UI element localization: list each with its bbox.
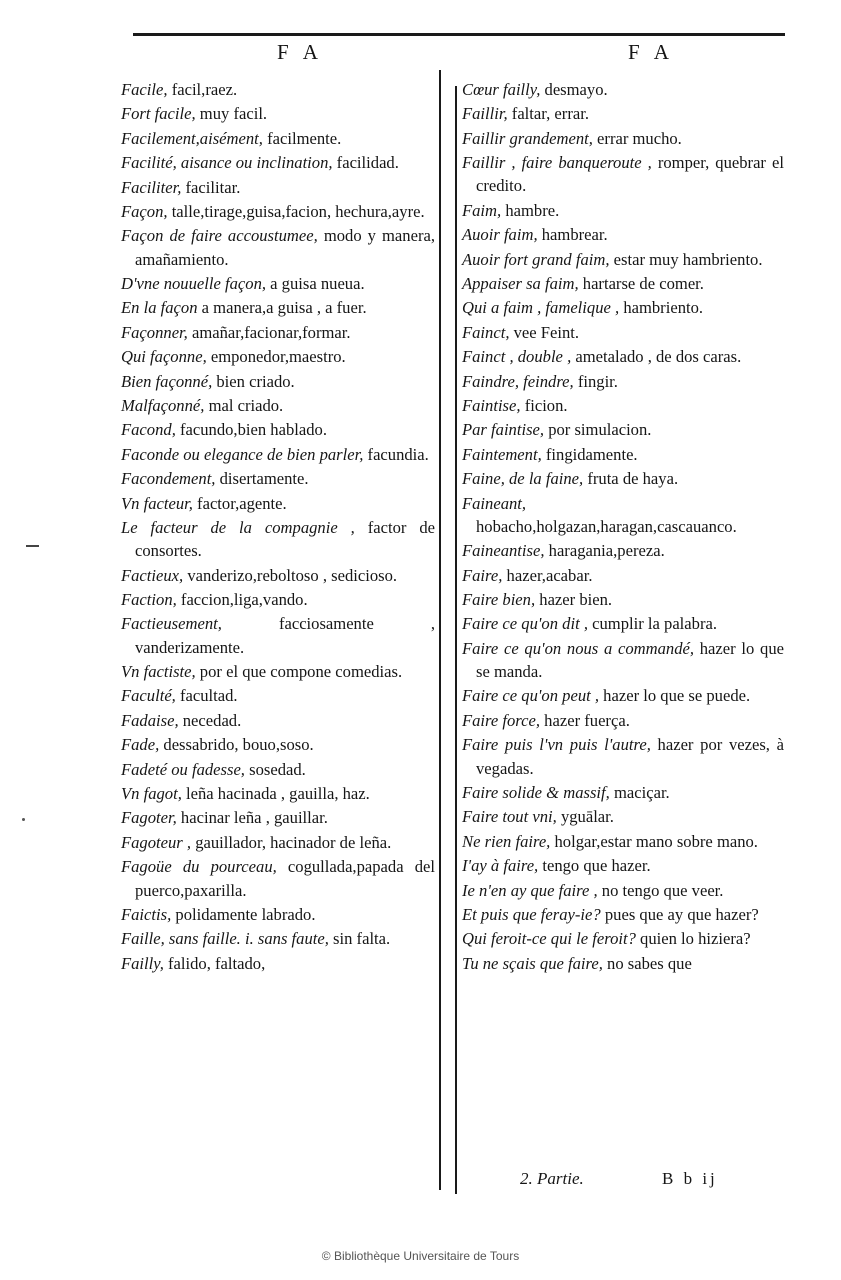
entry-headword: Faire force, xyxy=(462,710,541,730)
entry-gloss: facultad. xyxy=(175,686,238,706)
dictionary-entry xyxy=(121,588,435,611)
entry-headword: Auoir faim, xyxy=(462,225,538,245)
entry-headword: Par faintise, xyxy=(462,420,545,440)
dictionary-entry xyxy=(462,781,784,804)
dictionary-entry xyxy=(121,370,435,393)
dictionary-entry xyxy=(462,102,784,125)
dictionary-entry xyxy=(121,176,435,199)
dictionary-entry xyxy=(462,709,784,732)
entry-headword: Faire puis l'vn puis l'autre, xyxy=(462,735,651,755)
entry-headword: Qui feroit-ce qui le feroit? xyxy=(462,929,636,949)
entry-headword: Facile, xyxy=(121,80,168,99)
entry-gloss: gauillador, hacinador de leña. xyxy=(191,832,392,852)
entry-gloss: hazer lo que se puede. xyxy=(599,686,751,706)
dictionary-entry xyxy=(121,855,435,902)
entry-headword: Faindre, feindre, xyxy=(462,371,574,391)
dictionary-entry xyxy=(462,952,784,975)
entry-gloss: hacinar leña , gauillar. xyxy=(176,808,328,828)
entry-gloss: bien criado. xyxy=(212,371,295,391)
entry-headword: Faculté, xyxy=(121,686,176,706)
dictionary-entry xyxy=(121,709,435,732)
entry-gloss: vanderizo,reboltoso , sedicioso. xyxy=(183,565,398,585)
entry-gloss: haragania,pereza. xyxy=(544,541,665,561)
dictionary-entry xyxy=(121,564,435,587)
entry-gloss: hazer fuerça. xyxy=(540,710,630,730)
entry-gloss: yguālar. xyxy=(556,807,614,827)
entry-headword: Fagoteur , xyxy=(121,832,192,852)
entry-headword: Faillir, xyxy=(462,104,508,124)
entry-gloss: facilidad. xyxy=(332,153,399,173)
entry-gloss: muy facil. xyxy=(195,104,268,124)
top-rule xyxy=(133,33,785,36)
entry-headword: Factieux, xyxy=(121,565,184,585)
entry-headword: Vn facteur, xyxy=(121,493,193,513)
entry-headword: Fadaise, xyxy=(121,710,179,730)
dictionary-entry xyxy=(462,684,784,707)
entry-headword: Faire ce qu'on dit , xyxy=(462,614,588,634)
left-column xyxy=(121,78,435,976)
dictionary-entry xyxy=(462,637,784,684)
margin-dot xyxy=(22,818,25,821)
entry-gloss: por el que compone comedias. xyxy=(195,662,403,682)
entry-gloss: faltar, errar. xyxy=(507,104,589,124)
dictionary-entry xyxy=(121,516,435,563)
entry-gloss: romper, quebrar el credito. xyxy=(476,153,784,196)
entry-headword: Bien façonné, xyxy=(121,371,213,391)
entry-headword: Factieusement, xyxy=(121,614,222,634)
signature-label: 2. Partie. xyxy=(520,1169,584,1188)
entry-gloss: polidamente labrado. xyxy=(171,904,316,924)
entry-headword: Fadeté ou fadesse, xyxy=(121,759,245,779)
entry-headword: Failly, xyxy=(121,953,164,973)
entry-headword: Faire ce qu'on nous a commandé, xyxy=(462,638,695,658)
entry-gloss: ficion. xyxy=(520,395,568,415)
entry-gloss: hambrear. xyxy=(537,225,608,245)
entry-headword: Faim, xyxy=(462,200,502,220)
entry-gloss: maciçar. xyxy=(609,782,670,802)
entry-gloss: faccion,liga,vando. xyxy=(176,590,308,610)
dictionary-entry xyxy=(462,370,784,393)
entry-headword: Faineant, xyxy=(462,493,527,513)
entry-headword: Faine, de la faine, xyxy=(462,469,584,489)
entry-headword: Faille, sans faille. i. sans faute, xyxy=(121,929,329,949)
entry-headword: Faire tout vni, xyxy=(462,807,557,827)
entry-headword: I'ay à faire, xyxy=(462,856,539,876)
right-column xyxy=(462,78,784,976)
entry-gloss: facundo,bien hablado. xyxy=(175,420,327,440)
entry-gloss: cumplir la palabra. xyxy=(587,614,717,634)
column-divider xyxy=(439,70,441,1190)
entry-gloss: a guisa nueua. xyxy=(266,274,365,294)
right-running-head: F A xyxy=(628,40,674,64)
dictionary-entry xyxy=(121,492,435,515)
entry-gloss: quien lo hiziera? xyxy=(635,929,751,949)
dictionary-entry xyxy=(121,200,435,223)
entry-gloss: a manera,a guisa , a fuer. xyxy=(197,298,367,318)
dictionary-entry xyxy=(462,443,784,466)
entry-gloss: hazer por vezes, à vegadas. xyxy=(476,735,784,778)
dictionary-entry xyxy=(462,903,784,926)
entry-headword: Malfaçonné, xyxy=(121,395,205,415)
entry-gloss: facciosamente , vanderizamente. xyxy=(135,614,435,657)
dictionary-entry xyxy=(462,564,784,587)
dictionary-entry xyxy=(462,151,784,198)
dictionary-entry xyxy=(121,927,435,950)
entry-headword: Façon, xyxy=(121,201,168,221)
entry-gloss: desmayo. xyxy=(540,80,608,99)
entry-gloss: leña hacinada , gauilla, haz. xyxy=(181,784,370,804)
entry-headword: Façon de faire accoustumee, xyxy=(121,226,318,246)
dictionary-entry xyxy=(121,443,435,466)
entry-headword: Façonner, xyxy=(121,322,188,342)
entry-gloss: no tengo que veer. xyxy=(597,880,724,900)
dictionary-entry xyxy=(121,782,435,805)
entry-headword: Faintise, xyxy=(462,395,521,415)
entry-headword: Cœur failly, xyxy=(462,80,541,99)
dictionary-entry xyxy=(121,224,435,271)
dictionary-entry xyxy=(462,854,784,877)
entry-gloss: estar muy hambriento. xyxy=(609,249,763,269)
signature-mark: B b ij xyxy=(662,1169,718,1188)
dictionary-entry xyxy=(462,467,784,490)
dictionary-entry xyxy=(462,539,784,562)
entry-gloss: hambre. xyxy=(501,200,560,220)
dictionary-entry xyxy=(462,418,784,441)
entry-headword: Fort facile, xyxy=(121,104,196,124)
entry-headword: Auoir fort grand faim, xyxy=(462,249,610,269)
dictionary-entry xyxy=(121,151,435,174)
dictionary-entry xyxy=(462,248,784,271)
dictionary-entry xyxy=(121,660,435,683)
dictionary-entry xyxy=(121,903,435,926)
page-footer-line xyxy=(520,1169,782,1189)
entry-headword: Faire bien, xyxy=(462,590,536,610)
entry-gloss: factor de consortes. xyxy=(135,517,435,561)
entry-headword: Facondement, xyxy=(121,469,216,489)
entry-gloss: talle,tirage,guisa,facion, hechura,ayre. xyxy=(167,201,425,221)
entry-gloss: falido, faltado, xyxy=(163,953,266,973)
entry-gloss: hambriento. xyxy=(619,298,704,318)
entry-headword: Faconde ou elegance de bien parler, xyxy=(121,444,364,464)
entry-headword: Facilité, aisance ou inclination, xyxy=(121,153,333,173)
dictionary-entry xyxy=(462,199,784,222)
entry-gloss: holgar,estar mano sobre mano. xyxy=(550,831,758,851)
dictionary-entry xyxy=(462,927,784,950)
entry-gloss: dessabrido, bouo,soso. xyxy=(159,735,314,755)
entry-headword: Fagoter, xyxy=(121,808,177,828)
library-credit: © Bibliothèque Universitaire de Tours xyxy=(321,1249,520,1263)
entry-gloss: necedad. xyxy=(178,710,242,730)
dictionary-entry xyxy=(462,296,784,319)
entry-headword: Ne rien faire, xyxy=(462,831,551,851)
entry-headword: Fainct , double , xyxy=(462,347,572,367)
entry-headword: Faillir grandement, xyxy=(462,128,593,148)
entry-gloss: facil,raez. xyxy=(167,80,238,99)
dictionary-entry xyxy=(462,345,784,368)
entry-gloss: vee Feint. xyxy=(509,322,580,342)
entry-headword: Faineantise, xyxy=(462,541,545,561)
dictionary-entry xyxy=(121,78,435,101)
entry-gloss: facilitar. xyxy=(181,177,241,197)
entry-gloss: por simulacion. xyxy=(544,420,652,440)
dictionary-entry xyxy=(121,272,435,295)
dictionary-entry xyxy=(121,684,435,707)
margin-mark xyxy=(26,545,39,547)
dictionary-entry xyxy=(462,879,784,902)
entry-gloss: emponedor,maestro. xyxy=(206,347,346,367)
dictionary-entry xyxy=(462,321,784,344)
entry-gloss: pues que ay que hazer? xyxy=(600,904,759,924)
dictionary-entry xyxy=(121,806,435,829)
dictionary-entry xyxy=(462,612,784,635)
entry-gloss: hartarse de comer. xyxy=(578,274,704,294)
entry-gloss: facilmente. xyxy=(262,128,342,148)
entry-gloss: cogullada,papada del puerco,paxarilla. xyxy=(135,857,435,900)
dictionary-entry xyxy=(121,467,435,490)
entry-headword: Fainct, xyxy=(462,322,510,342)
entry-gloss: mal criado. xyxy=(204,395,284,415)
dictionary-entry xyxy=(121,758,435,781)
entry-headword: Faire solide & massif, xyxy=(462,782,610,802)
entry-gloss: hobacho,holgazan,haragan,cascauanco. xyxy=(476,516,737,536)
entry-gloss: disertamente. xyxy=(215,469,309,489)
entry-headword: En la façon xyxy=(121,298,198,318)
entry-gloss: fruta de haya. xyxy=(583,469,679,489)
entry-headword: D'vne nouuelle façon, xyxy=(121,274,267,294)
entry-headword: Qui façonne, xyxy=(121,347,207,367)
dictionary-entry xyxy=(462,492,784,539)
entry-headword: Tu ne sçais que faire, xyxy=(462,953,603,973)
dictionary-entry xyxy=(121,345,435,368)
entry-headword: Qui a faim , famelique , xyxy=(462,298,620,318)
dictionary-entry xyxy=(121,296,435,319)
dictionary-entry xyxy=(121,733,435,756)
dictionary-entry xyxy=(462,127,784,150)
entry-headword: Facilement,aisément, xyxy=(121,128,263,148)
dictionary-entry xyxy=(462,830,784,853)
entry-gloss: amañar,facionar,formar. xyxy=(187,322,351,342)
entry-headword: Faintement, xyxy=(462,444,542,464)
entry-gloss: sin falta. xyxy=(328,929,391,949)
entry-gloss: factor,agente. xyxy=(192,493,287,513)
entry-gloss: hazer,acabar. xyxy=(502,565,593,585)
dictionary-entry xyxy=(462,272,784,295)
entry-headword: Faictis, xyxy=(121,904,172,924)
entry-headword: Le facteur de la compagnie , xyxy=(121,517,355,537)
entry-headword: Vn factiste, xyxy=(121,662,196,682)
entry-gloss: hazer bien. xyxy=(535,590,613,610)
dictionary-entry xyxy=(121,952,435,975)
dictionary-entry xyxy=(121,127,435,150)
entry-headword: Ie n'en ay que faire , xyxy=(462,880,598,900)
entry-headword: Facond, xyxy=(121,420,176,440)
entry-gloss: no sabes que xyxy=(602,953,692,973)
dictionary-entry xyxy=(121,321,435,344)
dictionary-entry xyxy=(462,588,784,611)
entry-headword: Appaiser sa faim, xyxy=(462,274,579,294)
entry-headword: Vn fagot, xyxy=(121,784,182,804)
dictionary-entry xyxy=(462,78,784,101)
entry-gloss: fingidamente. xyxy=(541,444,638,464)
entry-headword: Faction, xyxy=(121,590,177,610)
dictionary-entry xyxy=(462,805,784,828)
dictionary-entry xyxy=(462,394,784,417)
entry-gloss: facundia. xyxy=(363,444,429,464)
dictionary-entry xyxy=(121,418,435,441)
entry-gloss: fingir. xyxy=(573,371,618,391)
entry-headword: Et puis que feray-ie? xyxy=(462,904,601,924)
dictionary-entry xyxy=(121,831,435,854)
entry-gloss: sosedad. xyxy=(244,759,306,779)
left-running-head: F A xyxy=(277,40,323,64)
dictionary-entry xyxy=(462,223,784,246)
entry-headword: Faillir , faire banqueroute , xyxy=(462,153,652,173)
entry-headword: Faire, xyxy=(462,565,503,585)
entry-headword: Faire ce qu'on peut , xyxy=(462,686,600,706)
dictionary-entry xyxy=(121,612,435,659)
dictionary-entry xyxy=(121,394,435,417)
dictionary-entry xyxy=(121,102,435,125)
entry-headword: Fagoüe du pourceau, xyxy=(121,857,277,877)
entry-gloss: modo y manera, amañamiento. xyxy=(135,226,435,269)
entry-headword: Fade, xyxy=(121,735,160,755)
entry-gloss: tengo que hazer. xyxy=(538,856,651,876)
entry-gloss: errar mucho. xyxy=(592,128,682,148)
entry-gloss: hazer lo que se manda. xyxy=(476,638,784,682)
column-divider-inner xyxy=(455,86,457,1194)
dictionary-entry xyxy=(462,733,784,780)
entry-headword: Faciliter, xyxy=(121,177,182,197)
entry-gloss: ametalado , de dos caras. xyxy=(571,347,742,367)
